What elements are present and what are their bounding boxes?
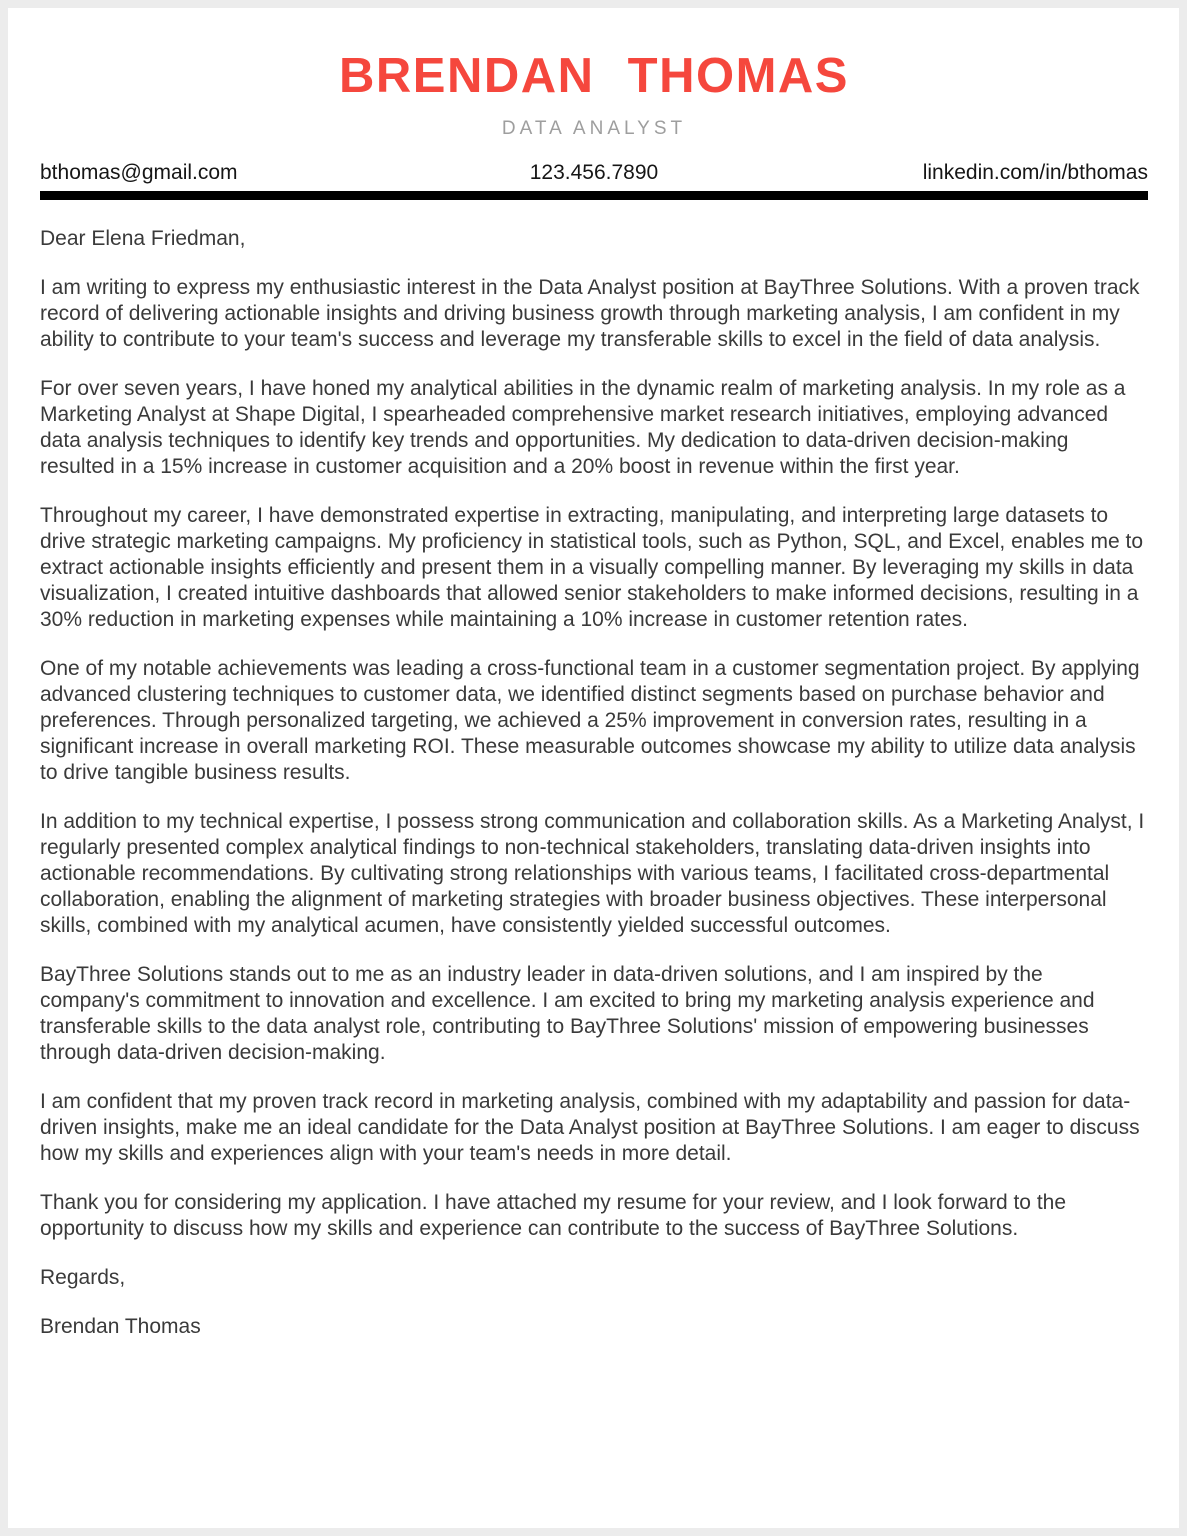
contact-row	[40, 161, 1148, 185]
letter-paragraph: For over seven years, I have honed my analytical abilities in the dynamic realm of marketing analysis. In my role as a Marketing Analyst at Shape Digital, I spearheaded comprehensive market research initiatives, employing advanced data analysis techniques to identify key trends and opportunities. My dedication to data-driven decision-making resulted in a 15% increase in customer acquisition and a 20% boost in revenue within the first year.	[40, 376, 1126, 478]
letter-paragraph: In addition to my technical expertise, I possess strong communication and collaboration skills. As a Marketing Analyst, I regularly presented complex analytical findings to non-technical stakeholders, translating data-driven insights into actionable recommendations. By cultivating strong relationships with various teams, I facilitated cross-departmental collaboration, enabling the alignment of marketing strategies with broader business objectives. These interpersonal skills, combined with my analytical acumen, have consistently yielded successful outcomes.	[40, 809, 1145, 937]
letter-paragraph: BayThree Solutions stands out to me as an industry leader in data-driven solutions, and I am inspired by the company's commitment to innovation and excellence. I am excited to bring my marketing analysis experience and transferable skills to the data analyst role, contributing to BayThree Solutions' mission of empowering businesses through data-driven decision-making.	[40, 962, 1095, 1064]
candidate-name: BRENDAN THOMAS	[339, 49, 849, 103]
letter-paragraph: Throughout my career, I have demonstrated expertise in extracting, manipulating, and interpreting large datasets to drive strategic marketing campaigns. My proficiency in statistical tools, such as Python, SQL, and Excel, enables me to extract actionable insights efficiently and present them in a visually compelling manner. By leveraging my skills in data visualization, I created intuitive dashboards that allowed senior stakeholders to make informed decisions, resulting in a 30% reduction in marketing expenses while maintaining a 10% increase in customer retention rates.	[40, 503, 1144, 631]
closing: Regards,	[40, 1265, 126, 1289]
contact-linkedin: linkedin.com/in/bthomas	[922, 160, 1148, 184]
letter-paragraph: One of my notable achievements was leading a cross-functional team in a customer segmentation project. By applying advanced clustering techniques to customer data, we identified distinct segments based on purchase behavior and preferences. Through personalized targeting, we achieved a 25% improvement in conversion rates, resulting in a significant increase in overall marketing ROI. These measurable outcomes showcase my ability to utilize data analysis to drive tangible business results.	[40, 656, 1140, 784]
contact-phone: 123.456.7890	[529, 160, 659, 184]
letter-paragraphs	[40, 275, 1148, 1242]
header-divider	[40, 191, 1148, 200]
cover-letter-page	[8, 8, 1179, 1528]
letter-body	[40, 200, 1148, 1340]
letter-paragraph: Thank you for considering my application. I have attached my resume for your review, and I look forward to the opportunity to discuss how my skills and experience can contribute to the success of BayThree Solutions.	[40, 1190, 1067, 1240]
letter-header	[40, 50, 1148, 200]
job-title: DATA ANALYST	[501, 117, 687, 139]
letter-paragraph: I am writing to express my enthusiastic interest in the Data Analyst position at BayThree Solutions. With a proven track record of delivering actionable insights and driving business growth through marketing analysis, I am confident in my ability to contribute to your team's success and leverage my transferable skills to excel in the field of data analysis.	[40, 275, 1140, 351]
signature: Brendan Thomas	[40, 1314, 201, 1338]
salutation: Dear Elena Friedman,	[40, 226, 246, 250]
letter-paragraph: I am confident that my proven track record in marketing analysis, combined with my adaptability and passion for data-driven insights, make me an ideal candidate for the Data Analyst position at BayThree Solutions. I am eager to discuss how my skills and experiences align with your team's needs in more detail.	[40, 1089, 1140, 1165]
contact-email: bthomas@gmail.com	[40, 160, 238, 184]
